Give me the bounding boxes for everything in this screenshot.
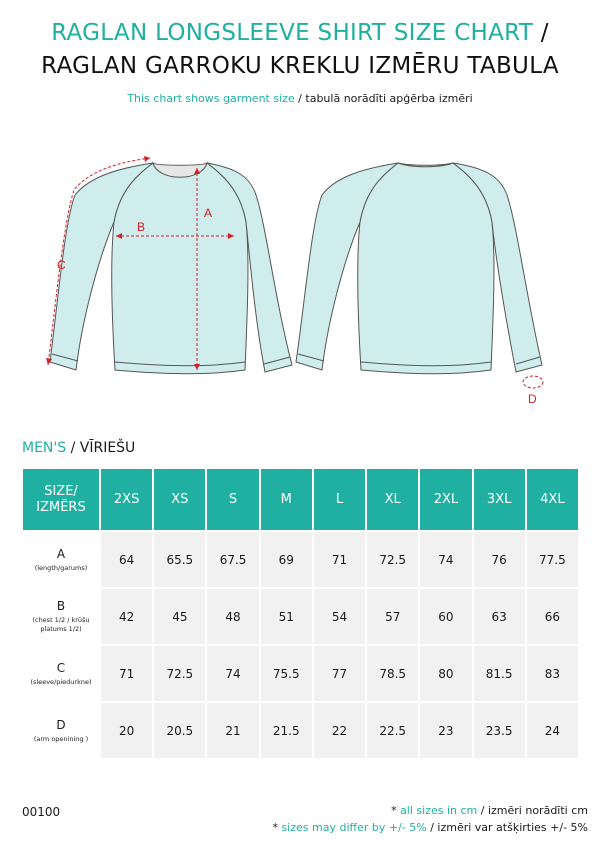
table-cell: 75.5 [261, 646, 312, 701]
table-cell: 74 [420, 532, 471, 587]
title-separator: / [533, 20, 549, 46]
back-shirt-drawing [296, 163, 542, 374]
shirt-diagram-svg [30, 140, 570, 420]
note-units: * all sizes in cm / izmēri norādīti cm [391, 804, 588, 817]
size-header-cell: XS [154, 469, 205, 530]
row-header: A (length/garums) [23, 532, 99, 587]
table-cell: 80 [420, 646, 471, 701]
table-cell: 23.5 [474, 703, 525, 758]
size-header-cell: XL [367, 469, 418, 530]
table-cell: 42 [101, 589, 152, 644]
table-cell: 57 [367, 589, 418, 644]
table-cell: 60 [420, 589, 471, 644]
row-header: D (arm openining ) [23, 703, 99, 758]
table-cell: 77.5 [527, 532, 578, 587]
table-cell: 71 [314, 532, 365, 587]
size-header-cell: 2XS [101, 469, 152, 530]
size-header-cell: 2XL [420, 469, 471, 530]
title-line-2: RAGLAN GARROKU KREKLU IZMĒRU TABULA [41, 53, 559, 79]
table-cell: 69 [261, 532, 312, 587]
table-cell: 66 [527, 589, 578, 644]
label-b: B [137, 220, 146, 234]
table-cell: 51 [261, 589, 312, 644]
table-row [23, 589, 578, 644]
table-cell: 78.5 [367, 646, 418, 701]
front-shirt-drawing [50, 163, 292, 374]
label-a: A [204, 206, 213, 220]
size-header-row [23, 469, 578, 530]
shirt-illustration [30, 140, 570, 420]
table-cell: 22 [314, 703, 365, 758]
table-cell: 54 [314, 589, 365, 644]
table-cell: 23 [420, 703, 471, 758]
size-table [21, 467, 580, 760]
back-body [358, 163, 494, 374]
row-header: C (sleeve/piedurkne) [23, 646, 99, 701]
table-cell: 20.5 [154, 703, 205, 758]
table-cell: 21 [207, 703, 258, 758]
table-cell: 77 [314, 646, 365, 701]
section-latvian: / VĪRIEŠU [66, 440, 136, 456]
table-cell: 71 [101, 646, 152, 701]
subtitle-latvian: / tabulā norādīti apģērba izmēri [294, 92, 473, 105]
table-cell: 74 [207, 646, 258, 701]
table-cell: 45 [154, 589, 205, 644]
label-d: D [528, 392, 537, 406]
section-english: MEN'S [22, 440, 67, 456]
note-tolerance: * sizes may differ by +/- 5% / izmēri var atšķirties +/- 5% [272, 821, 588, 834]
table-row [23, 532, 578, 587]
table-cell: 67.5 [207, 532, 258, 587]
table-cell: 65.5 [154, 532, 205, 587]
table-cell: 48 [207, 589, 258, 644]
title-english: RAGLAN LONGSLEEVE SHIRT SIZE CHART [51, 20, 534, 46]
product-code: 00100 [22, 805, 61, 819]
table-cell: 64 [101, 532, 152, 587]
measure-d-ellipse [523, 376, 543, 388]
size-header-cell: 3XL [474, 469, 525, 530]
size-header-cell: 4XL [527, 469, 578, 530]
table-cell: 21.5 [261, 703, 312, 758]
table-row [23, 703, 578, 758]
subtitle-english: This chart shows garment size [127, 92, 295, 105]
row-header: B (chest 1/2 / krūšu platums 1/2) [23, 589, 99, 644]
size-header-label: SIZE/ IZMĒRS [23, 469, 99, 530]
table-row [23, 646, 578, 701]
table-cell: 83 [527, 646, 578, 701]
table-cell: 20 [101, 703, 152, 758]
section-heading [22, 440, 135, 456]
subtitle [0, 92, 600, 105]
table-cell: 24 [527, 703, 578, 758]
table-cell: 63 [474, 589, 525, 644]
table-cell: 72.5 [367, 532, 418, 587]
size-header-cell: M [261, 469, 312, 530]
label-c: C [57, 258, 66, 272]
table-cell: 81.5 [474, 646, 525, 701]
table-cell: 72.5 [154, 646, 205, 701]
size-header-cell: L [314, 469, 365, 530]
title-line-1 [0, 20, 600, 46]
table-cell: 76 [474, 532, 525, 587]
front-body [112, 163, 248, 374]
size-header-cell: S [207, 469, 258, 530]
table-cell: 22.5 [367, 703, 418, 758]
